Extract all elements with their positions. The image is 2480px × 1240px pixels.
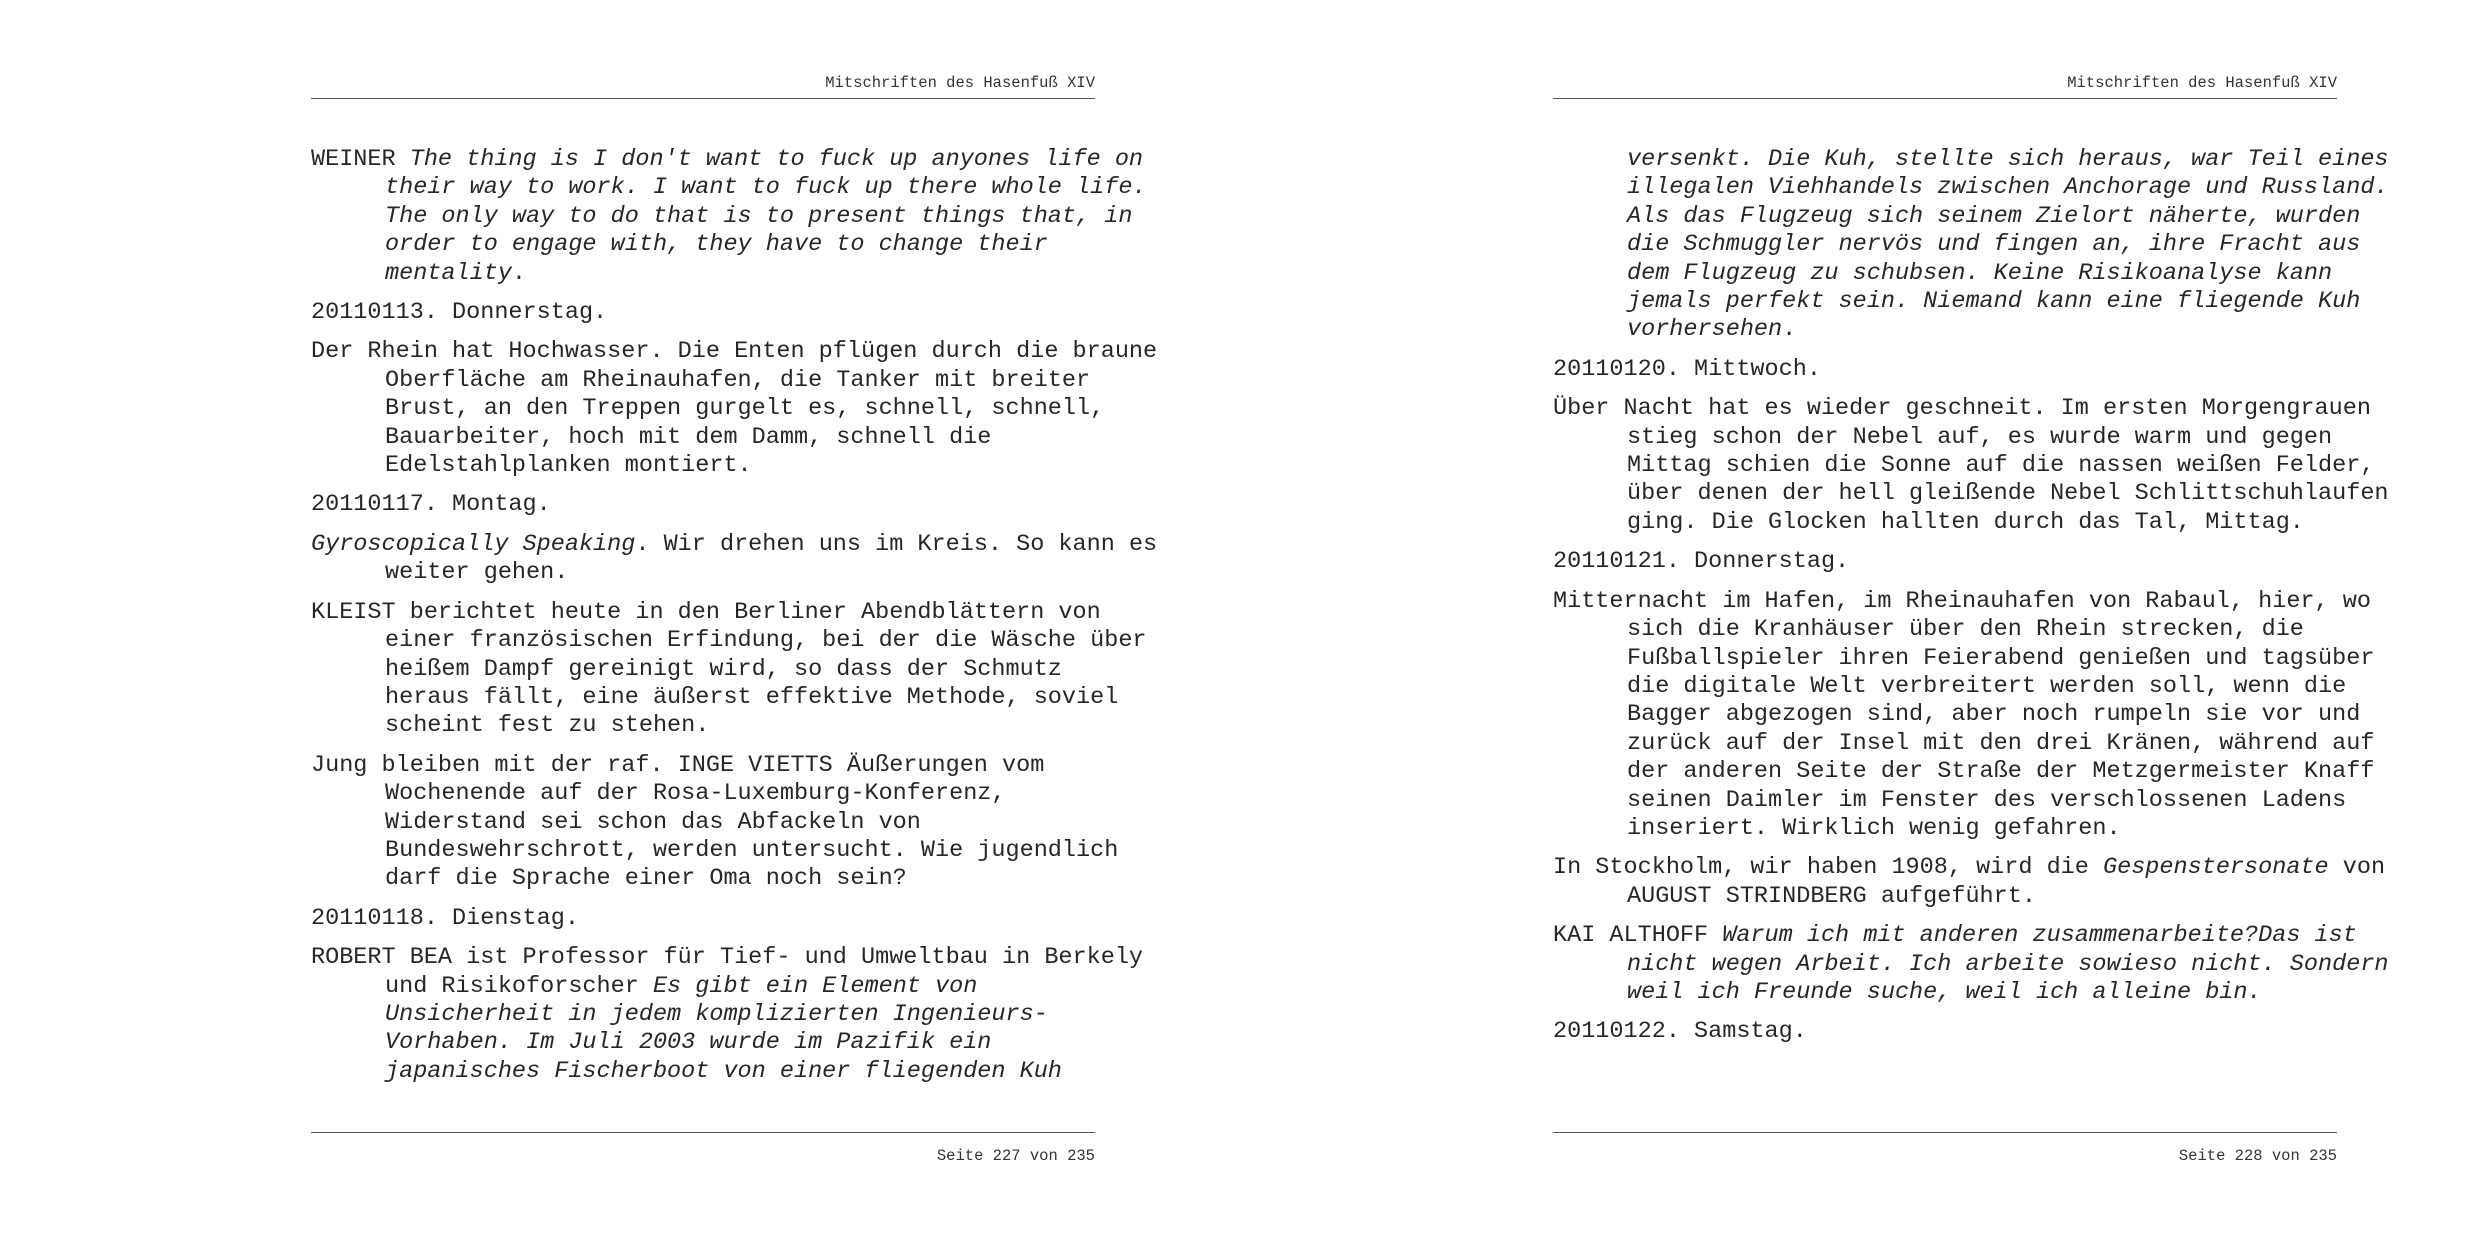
text-line	[1627, 979, 2337, 1007]
text-line	[385, 712, 1095, 740]
text-run: der anderen Seite der Straße der Metzgermeister Knaff	[1627, 758, 2375, 786]
page-body	[1553, 146, 2389, 1058]
text-run: heißem Dampf gereinigt wird, so dass der Schmutz	[385, 655, 1062, 683]
text-line	[385, 395, 1105, 423]
text-run: ging. Die Glocken hallten durch das Tal, Mittag.	[1627, 508, 2304, 536]
italic-text: dem Flugzeug zu schubsen. Keine Risikoanalyse kann	[1627, 259, 2333, 287]
text-run: weiter gehen.	[385, 559, 569, 587]
text-run: Widerstand sei schon das Abfackeln von	[385, 808, 921, 836]
text-run: Über Nacht hat es wieder geschneit. Im ersten Morgengrauen	[1553, 395, 2371, 423]
text-line	[1553, 355, 2337, 384]
text-line	[1627, 480, 2389, 508]
italic-text: Gyroscopically Speaking	[311, 530, 636, 558]
text-run: .	[1782, 316, 1797, 344]
text-run: von	[2328, 854, 2386, 882]
text-run: stieg schon der Nebel auf, es wurde warm und gegen	[1627, 423, 2333, 451]
text-run: Der Rhein hat Hochwasser. Die Enten pflügen durch die braune	[311, 338, 1158, 366]
text-line	[311, 299, 1095, 327]
text-line	[1627, 815, 2337, 843]
journal-entry	[1553, 548, 2337, 576]
text-run: inseriert. Wirklich wenig gefahren.	[1627, 814, 2121, 842]
text-line	[1553, 854, 2386, 882]
text-line	[385, 231, 1095, 259]
text-line	[385, 174, 1147, 202]
text-run: und Risikoforscher	[385, 972, 653, 1000]
journal-entry	[311, 530, 1158, 588]
text-run: darf die Sprache einer Oma noch sein?	[385, 865, 907, 893]
text-run: Mitternacht im Hafen, im Rheinauhafen von Rabaul, hier, wo	[1553, 587, 2371, 615]
journal-entry	[1553, 395, 2389, 537]
text-line	[1627, 786, 2347, 815]
text-line	[1627, 701, 2361, 729]
italic-text: illegalen Viehhandels zwischen Anchorage und Russland.	[1627, 174, 2389, 202]
text-line	[1627, 174, 2389, 202]
page-body	[311, 146, 1158, 1097]
italic-text: nicht wegen Arbeit. Ich arbeite sowieso nicht. Sondern	[1627, 950, 2389, 978]
text-line	[385, 367, 1095, 395]
italic-text: weil ich Freunde suche, weil ich alleine bin.	[1627, 978, 2262, 1006]
text-line	[385, 780, 1095, 808]
text-run: 20110120. Mittwoch.	[1553, 355, 1821, 383]
text-line	[385, 865, 1095, 893]
text-line	[1553, 395, 2371, 423]
text-line	[385, 1029, 1095, 1057]
text-line	[1627, 672, 2347, 701]
running-header: Mitschriften des Hasenfuß XIV	[1553, 72, 2337, 99]
italic-text: The thing is I don't want to fuck up anyones life on	[409, 146, 1144, 173]
right-page	[1553, 0, 2389, 1240]
text-line	[311, 146, 1144, 174]
text-run: AUGUST STRINDBERG aufgeführt.	[1627, 882, 2036, 910]
text-run: 20110122. Samstag.	[1553, 1018, 1807, 1046]
text-run: In Stockholm, wir haben 1908, wird die	[1553, 854, 2103, 882]
journal-entry	[311, 751, 1119, 894]
text-line	[385, 452, 1095, 480]
text-run: .	[511, 259, 527, 287]
text-run: Wochenende auf der Rosa-Luxemburg-Konferenz,	[385, 780, 1006, 808]
italic-text: order to engage with, they have to change their	[385, 231, 1048, 259]
italic-text: Unsicherheit in jedem komplizierten Ingenieurs-	[385, 1000, 1048, 1028]
left-page	[311, 0, 1158, 1240]
text-run: die digitale Welt verbreitert werden soll, wenn die	[1627, 672, 2347, 700]
text-line	[1627, 729, 2375, 758]
text-line	[1553, 922, 2357, 950]
text-line	[1627, 231, 2361, 259]
journal-entry	[1553, 587, 2375, 844]
text-line	[385, 683, 1119, 712]
text-line	[1553, 587, 2371, 616]
text-run: Edelstahlplanken montiert.	[385, 452, 752, 480]
journal-entry	[311, 598, 1147, 741]
text-line	[311, 491, 1095, 519]
text-line	[311, 598, 1101, 627]
text-line	[385, 836, 1119, 865]
italic-text: jemals perfekt sein. Niemand kann eine fliegende Kuh	[1627, 288, 2361, 316]
italic-text: their way to work. I want to fuck up there whole life.	[385, 174, 1147, 202]
text-line	[385, 260, 1095, 288]
text-run: Fußballspieler ihren Feierabend genießen und tagsüber	[1627, 644, 2375, 672]
italic-text: The only way to do that is to present things that, in	[385, 202, 1133, 230]
text-run: Bauarbeiter, hoch mit dem Damm, schnell die	[385, 423, 992, 451]
text-run: über denen der hell gleißende Nebel Schlittschuhlaufen	[1627, 480, 2389, 508]
text-line	[385, 809, 1095, 837]
journal-entry	[311, 944, 1144, 1086]
text-run: Brust, an den Treppen gurgelt es, schnell, schnell,	[385, 395, 1105, 423]
text-run: 20110118. Dienstag.	[311, 904, 579, 932]
text-run: 20110121. Donnerstag.	[1553, 548, 1850, 576]
italic-text: vorhersehen	[1627, 316, 1783, 344]
text-line	[1627, 146, 2389, 174]
italic-text: Gespenstersonate	[2103, 854, 2329, 882]
text-line	[1627, 758, 2375, 786]
text-line	[311, 530, 1158, 559]
text-line	[385, 973, 1095, 1001]
journal-entry	[1553, 854, 2386, 911]
journal-entry	[1553, 1018, 2337, 1046]
text-run: sich die Kranhäuser über den Rhein strecken, die	[1627, 616, 2304, 644]
text-run: 20110113. Donnerstag.	[311, 299, 608, 327]
text-line	[311, 944, 1144, 972]
text-line	[385, 1058, 1095, 1086]
text-line	[1627, 950, 2389, 979]
text-line	[385, 627, 1147, 655]
text-line	[311, 338, 1158, 366]
italic-text: japanisches Fischerboot von einer fliegenden Kuh	[385, 1057, 1062, 1085]
text-line	[311, 751, 1095, 780]
text-line	[1627, 260, 2337, 288]
text-run: KLEIST berichtet heute in den Berliner Abendblättern von	[311, 598, 1101, 626]
journal-entry	[311, 491, 1095, 519]
text-run: ROBERT BEA ist Professor für Tief- und Umweltbau in Berkely	[311, 944, 1144, 972]
italic-text: die Schmuggler nervös und fingen an, ihre Fracht aus	[1627, 231, 2361, 259]
text-line	[1627, 424, 2337, 452]
text-run: . Wir drehen uns im Kreis. So kann es	[635, 530, 1158, 558]
text-line	[1627, 509, 2337, 537]
italic-text: mentality	[385, 259, 512, 287]
text-run: heraus fällt, eine äußerst effektive Methode, soviel	[385, 683, 1119, 711]
text-run: seinen Daimler im Fenster des verschlossenen Ladens	[1627, 786, 2347, 814]
text-line	[1627, 288, 2361, 316]
journal-entry	[1553, 922, 2389, 1007]
journal-entry	[311, 299, 1095, 327]
journal-entry-continuation	[1553, 146, 2389, 345]
page-number-footer: Seite 227 von 235	[311, 1132, 1095, 1167]
text-line	[385, 202, 1133, 231]
text-run: Jung bleiben mit der raf. INGE VIETTS Äußerungen vom	[311, 751, 1045, 779]
text-line	[1553, 1018, 2337, 1046]
journal-entry	[311, 146, 1147, 288]
text-run: zurück auf der Insel mit den drei Kränen, während auf	[1627, 729, 2375, 757]
text-run: KAI ALTHOFF	[1553, 922, 1723, 950]
running-header: Mitschriften des Hasenfuß XIV	[311, 72, 1095, 99]
text-run: Bagger abgezogen sind, aber noch rumpeln sie vor und	[1627, 701, 2361, 729]
journal-entry	[311, 338, 1158, 480]
text-run: scheint fest zu stehen.	[385, 712, 710, 740]
text-run: Oberfläche am Rheinauhafen, die Tanker mit breiter	[385, 366, 1091, 394]
italic-text: Als das Flugzeug sich seinem Zielort näherte, wurden	[1627, 202, 2361, 230]
text-run: einer französischen Erfindung, bei der die Wäsche über	[385, 627, 1147, 655]
italic-text: Es gibt ein Element von	[652, 972, 978, 1000]
text-run: 20110117. Montag.	[311, 491, 551, 519]
journal-entry	[311, 905, 1095, 933]
text-line	[1627, 202, 2361, 231]
text-line	[311, 904, 1095, 933]
text-run: Mittag schien die Sonne auf die nassen weißen Felder,	[1627, 452, 2375, 480]
text-line	[385, 1001, 1095, 1029]
text-run: Bundeswehrschrott, werden untersucht. Wie jugendlich	[385, 836, 1119, 864]
text-run: WEINER	[311, 146, 410, 173]
text-line	[1627, 644, 2375, 673]
italic-text: Vorhaben. Im Juli 2003 wurde im Pazifik ein	[385, 1029, 992, 1057]
text-line	[1627, 883, 2337, 911]
text-line	[1627, 316, 2337, 344]
page-number-footer: Seite 228 von 235	[1553, 1132, 2337, 1167]
text-line	[1553, 548, 2337, 576]
text-line	[1627, 452, 2375, 480]
journal-entry	[1553, 356, 2337, 384]
text-line	[1627, 616, 2337, 644]
italic-text: Warum ich mit anderen zusammenarbeite?Das ist	[1722, 922, 2357, 950]
text-line	[385, 656, 1095, 684]
text-line	[385, 424, 1095, 452]
italic-text: versenkt. Die Kuh, stellte sich heraus, war Teil eines	[1627, 146, 2389, 173]
text-line	[385, 559, 1095, 587]
